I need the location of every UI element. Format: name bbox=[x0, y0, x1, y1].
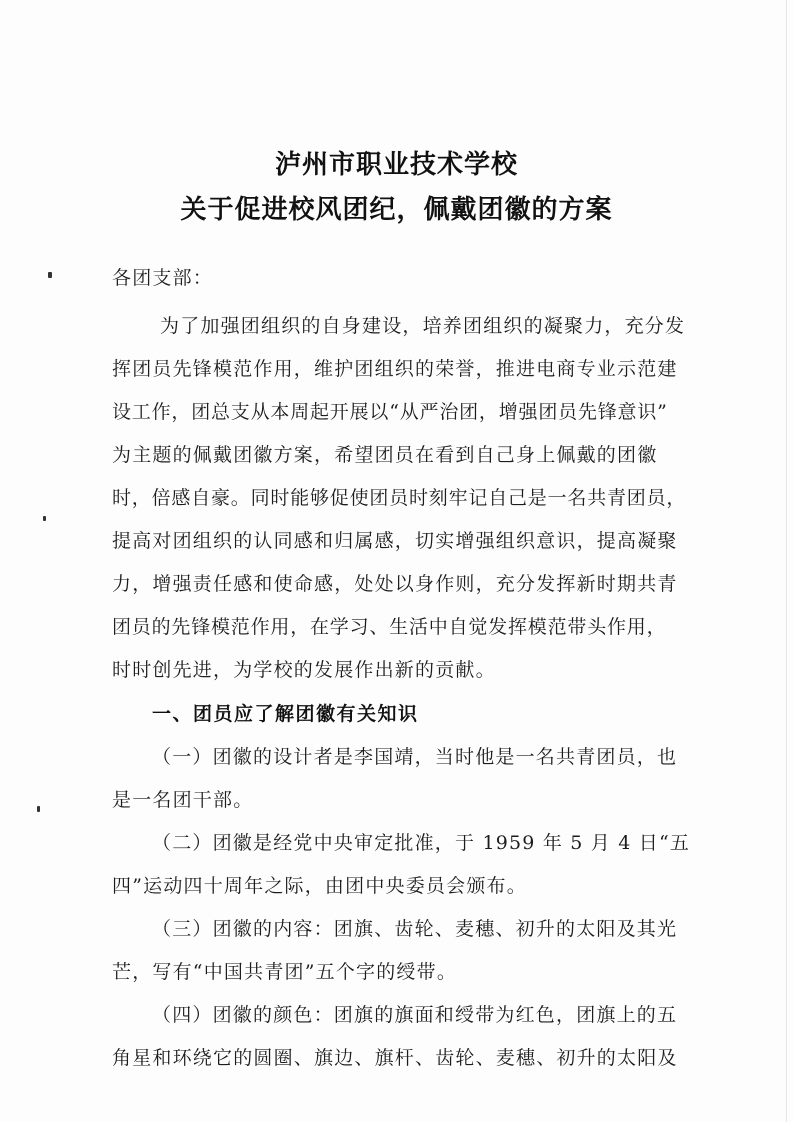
intro-line: 提高对团组织的认同感和归属感，切实增强组织意识，提高凝聚 bbox=[112, 530, 678, 552]
item-line: 角星和环绕它的圆圈、旗边、旗杆、齿轮、麦穗、初升的太阳及 bbox=[112, 1047, 678, 1069]
intro-line: 为主题的佩戴团徽方案，希望团员在看到自己身上佩戴的团徽 bbox=[112, 444, 658, 466]
intro-line: 时，倍感自豪。同时能够促使团员时刻牢记自己是一名共青团员， bbox=[112, 487, 687, 509]
item-line: （四）团徽的颜色：团旗的旗面和绶带为红色，团旗上的五 bbox=[152, 1004, 678, 1026]
item-line: （一）团徽的设计者是李国靖，当时他是一名共青团员，也 bbox=[152, 746, 678, 768]
item-line: （二）团徽是经党中央审定批准，于 1959 年 5 月 4 日“五 bbox=[152, 832, 691, 854]
intro-line: 力，增强责任感和使命感，处处以身作则，充分发挥新时期共青 bbox=[112, 573, 678, 595]
document-title-line-1: 泸州市职业技术学校 bbox=[274, 150, 518, 180]
scan-speck bbox=[37, 806, 40, 812]
scan-speck bbox=[48, 272, 52, 278]
item-line: 芒，写有“中国共青团”五个字的绶带。 bbox=[112, 961, 458, 983]
item-line: （三）团徽的内容：团旗、齿轮、麦穗、初升的太阳及其光 bbox=[152, 918, 678, 940]
item-line: 四”运动四十周年之际，由团中央委员会颁布。 bbox=[112, 875, 527, 897]
intro-line: 设工作，团总支从本周起开展以“从严治团，增强团员先锋意识” bbox=[112, 401, 668, 423]
item-line: 是一名团干部。 bbox=[112, 789, 254, 811]
document-title-line-2: 关于促进校风团纪，佩戴团徽的方案 bbox=[180, 195, 613, 225]
scan-speck bbox=[43, 516, 46, 521]
intro-line: 团员的先锋模范作用，在学习、生活中自觉发挥模范带头作用， bbox=[112, 616, 667, 638]
salutation: 各团支部： bbox=[112, 267, 214, 289]
intro-line: 时时创先进，为学校的发展作出新的贡献。 bbox=[112, 659, 496, 681]
section-heading: 一、团员应了解团徽有关知识 bbox=[152, 703, 419, 725]
intro-line: 挥团员先锋模范作用，维护团组织的荣誉，推进电商专业示范建 bbox=[112, 358, 678, 380]
intro-line: 为了加强团组织的自身建设，培养团组织的凝聚力，充分发 bbox=[160, 315, 686, 337]
